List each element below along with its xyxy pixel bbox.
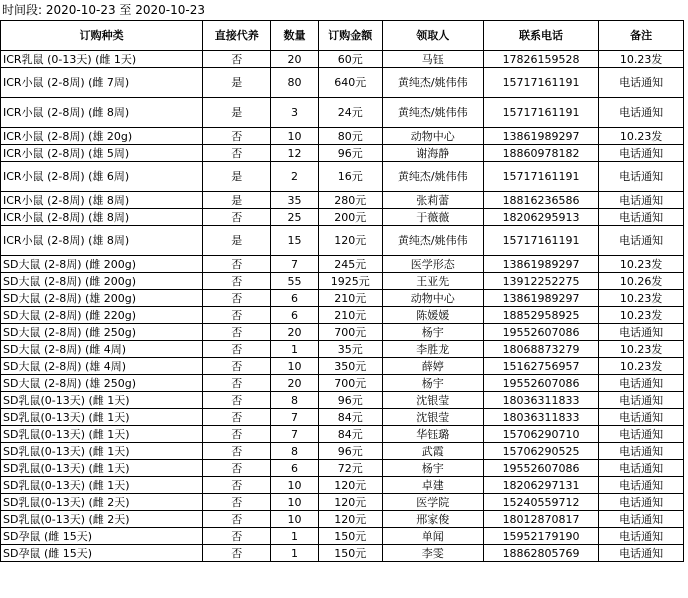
cell-kind: SD乳鼠(0-13天) (雌 1天) xyxy=(1,409,203,426)
cell-kind: ICR小鼠 (2-8周) (雌 8周) xyxy=(1,98,203,128)
cell-receiver: 黄纯杰/姚伟伟 xyxy=(382,68,483,98)
cell-qty: 35 xyxy=(271,192,318,209)
cell-kind: SD大鼠 (2-8周) (雄 200g) xyxy=(1,290,203,307)
cell-direct: 否 xyxy=(203,494,271,511)
cell-direct: 否 xyxy=(203,460,271,477)
cell-amount: 120元 xyxy=(318,494,382,511)
header-direct: 直接代养 xyxy=(203,21,271,51)
cell-direct: 否 xyxy=(203,375,271,392)
cell-receiver: 华钰璐 xyxy=(382,426,483,443)
cell-receiver: 于薇薇 xyxy=(382,209,483,226)
cell-note: 10.23发 xyxy=(599,290,684,307)
cell-note: 电话通知 xyxy=(599,426,684,443)
header-qty: 数量 xyxy=(271,21,318,51)
cell-direct: 否 xyxy=(203,51,271,68)
cell-kind: SD孕鼠 (雌 15天) xyxy=(1,528,203,545)
cell-receiver: 黄纯杰/姚伟伟 xyxy=(382,98,483,128)
cell-receiver: 薛婷 xyxy=(382,358,483,375)
cell-phone: 18816236586 xyxy=(483,192,599,209)
cell-amount: 700元 xyxy=(318,375,382,392)
cell-amount: 24元 xyxy=(318,98,382,128)
cell-phone: 18206295913 xyxy=(483,209,599,226)
cell-amount: 350元 xyxy=(318,358,382,375)
cell-qty: 6 xyxy=(271,460,318,477)
cell-amount: 72元 xyxy=(318,460,382,477)
cell-amount: 96元 xyxy=(318,443,382,460)
cell-qty: 20 xyxy=(271,324,318,341)
cell-receiver: 张莉蕾 xyxy=(382,192,483,209)
cell-kind: SD乳鼠(0-13天) (雌 1天) xyxy=(1,477,203,494)
cell-phone: 15952179190 xyxy=(483,528,599,545)
cell-note: 电话通知 xyxy=(599,460,684,477)
cell-direct: 否 xyxy=(203,409,271,426)
cell-phone: 19552607086 xyxy=(483,375,599,392)
cell-direct: 否 xyxy=(203,145,271,162)
cell-note: 电话通知 xyxy=(599,324,684,341)
cell-qty: 2 xyxy=(271,162,318,192)
table-row xyxy=(1,209,684,226)
cell-note: 电话通知 xyxy=(599,162,684,192)
cell-receiver: 马钰 xyxy=(382,51,483,68)
cell-phone: 17826159528 xyxy=(483,51,599,68)
cell-receiver: 动物中心 xyxy=(382,290,483,307)
cell-qty: 55 xyxy=(271,273,318,290)
cell-qty: 7 xyxy=(271,426,318,443)
table-row xyxy=(1,494,684,511)
cell-note: 电话通知 xyxy=(599,392,684,409)
cell-note: 10.23发 xyxy=(599,341,684,358)
cell-receiver: 邢家俊 xyxy=(382,511,483,528)
cell-direct: 是 xyxy=(203,68,271,98)
cell-qty: 15 xyxy=(271,226,318,256)
cell-note: 10.23发 xyxy=(599,128,684,145)
cell-phone: 13861989297 xyxy=(483,290,599,307)
cell-receiver: 动物中心 xyxy=(382,128,483,145)
cell-qty: 10 xyxy=(271,128,318,145)
header-amount: 订购金额 xyxy=(318,21,382,51)
cell-phone: 15706290710 xyxy=(483,426,599,443)
cell-kind: ICR小鼠 (2-8周) (雌 7周) xyxy=(1,68,203,98)
cell-phone: 15717161191 xyxy=(483,98,599,128)
cell-phone: 13861989297 xyxy=(483,128,599,145)
cell-qty: 6 xyxy=(271,290,318,307)
table-row xyxy=(1,162,684,192)
cell-phone: 18860978182 xyxy=(483,145,599,162)
cell-amount: 84元 xyxy=(318,426,382,443)
cell-kind: SD乳鼠(0-13天) (雌 1天) xyxy=(1,392,203,409)
cell-direct: 否 xyxy=(203,477,271,494)
table-row xyxy=(1,392,684,409)
cell-phone: 18036311833 xyxy=(483,409,599,426)
table-row xyxy=(1,545,684,562)
cell-amount: 96元 xyxy=(318,145,382,162)
date-range-label: 时间段: 2020-10-23 至 2020-10-23 xyxy=(2,3,205,17)
cell-receiver: 李雯 xyxy=(382,545,483,562)
cell-direct: 否 xyxy=(203,545,271,562)
cell-kind: ICR小鼠 (2-8周) (雄 8周) xyxy=(1,209,203,226)
cell-qty: 10 xyxy=(271,511,318,528)
cell-kind: SD大鼠 (2-8周) (雌 200g) xyxy=(1,273,203,290)
cell-receiver: 武霞 xyxy=(382,443,483,460)
table-row xyxy=(1,256,684,273)
cell-amount: 120元 xyxy=(318,511,382,528)
table-row xyxy=(1,307,684,324)
cell-qty: 7 xyxy=(271,409,318,426)
cell-amount: 280元 xyxy=(318,192,382,209)
table-row xyxy=(1,511,684,528)
cell-direct: 是 xyxy=(203,162,271,192)
cell-note: 电话通知 xyxy=(599,528,684,545)
cell-receiver: 单闻 xyxy=(382,528,483,545)
cell-phone: 15717161191 xyxy=(483,226,599,256)
table-row xyxy=(1,324,684,341)
cell-kind: SD大鼠 (2-8周) (雌 250g) xyxy=(1,324,203,341)
cell-qty: 20 xyxy=(271,51,318,68)
cell-note: 电话通知 xyxy=(599,494,684,511)
cell-qty: 12 xyxy=(271,145,318,162)
cell-receiver: 杨宇 xyxy=(382,460,483,477)
cell-amount: 1925元 xyxy=(318,273,382,290)
cell-note: 电话通知 xyxy=(599,226,684,256)
cell-amount: 150元 xyxy=(318,528,382,545)
cell-direct: 是 xyxy=(203,98,271,128)
table-row xyxy=(1,192,684,209)
cell-direct: 否 xyxy=(203,392,271,409)
cell-receiver: 沈银莹 xyxy=(382,392,483,409)
cell-direct: 否 xyxy=(203,290,271,307)
cell-note: 10.23发 xyxy=(599,307,684,324)
cell-qty: 7 xyxy=(271,256,318,273)
header-phone: 联系电话 xyxy=(483,21,599,51)
cell-kind: SD乳鼠(0-13天) (雌 1天) xyxy=(1,460,203,477)
cell-kind: SD大鼠 (2-8周) (雌 4周) xyxy=(1,341,203,358)
cell-phone: 15706290525 xyxy=(483,443,599,460)
cell-phone: 15240559712 xyxy=(483,494,599,511)
cell-amount: 84元 xyxy=(318,409,382,426)
cell-note: 10.23发 xyxy=(599,358,684,375)
cell-amount: 245元 xyxy=(318,256,382,273)
cell-receiver: 谢海静 xyxy=(382,145,483,162)
cell-direct: 否 xyxy=(203,358,271,375)
table-row xyxy=(1,528,684,545)
cell-direct: 否 xyxy=(203,307,271,324)
cell-phone: 18862805769 xyxy=(483,545,599,562)
cell-qty: 1 xyxy=(271,545,318,562)
cell-note: 电话通知 xyxy=(599,443,684,460)
header-kind: 订购种类 xyxy=(1,21,203,51)
cell-note: 电话通知 xyxy=(599,209,684,226)
cell-qty: 20 xyxy=(271,375,318,392)
table-row xyxy=(1,98,684,128)
cell-phone: 19552607086 xyxy=(483,460,599,477)
cell-kind: ICR小鼠 (2-8周) (雄 8周) xyxy=(1,226,203,256)
table-row xyxy=(1,477,684,494)
cell-kind: SD大鼠 (2-8周) (雄 4周) xyxy=(1,358,203,375)
cell-receiver: 杨宇 xyxy=(382,375,483,392)
cell-receiver: 黄纯杰/姚伟伟 xyxy=(382,226,483,256)
cell-phone: 18852958925 xyxy=(483,307,599,324)
cell-note: 10.26发 xyxy=(599,273,684,290)
cell-kind: SD乳鼠(0-13天) (雌 2天) xyxy=(1,494,203,511)
cell-direct: 否 xyxy=(203,511,271,528)
cell-qty: 10 xyxy=(271,494,318,511)
cell-direct: 否 xyxy=(203,128,271,145)
cell-amount: 200元 xyxy=(318,209,382,226)
cell-amount: 150元 xyxy=(318,545,382,562)
cell-phone: 15717161191 xyxy=(483,162,599,192)
cell-note: 电话通知 xyxy=(599,409,684,426)
cell-phone: 18206297131 xyxy=(483,477,599,494)
cell-amount: 120元 xyxy=(318,226,382,256)
cell-note: 电话通知 xyxy=(599,511,684,528)
cell-receiver: 陈媛媛 xyxy=(382,307,483,324)
cell-kind: SD大鼠 (2-8周) (雌 200g) xyxy=(1,256,203,273)
cell-amount: 16元 xyxy=(318,162,382,192)
cell-receiver: 卓建 xyxy=(382,477,483,494)
cell-note: 电话通知 xyxy=(599,375,684,392)
cell-kind: SD乳鼠(0-13天) (雌 1天) xyxy=(1,426,203,443)
table-row xyxy=(1,443,684,460)
cell-receiver: 王亚先 xyxy=(382,273,483,290)
table-row xyxy=(1,409,684,426)
cell-receiver: 沈银莹 xyxy=(382,409,483,426)
cell-kind: ICR小鼠 (2-8周) (雄 6周) xyxy=(1,162,203,192)
table-row xyxy=(1,341,684,358)
cell-amount: 210元 xyxy=(318,307,382,324)
table-row xyxy=(1,128,684,145)
cell-qty: 10 xyxy=(271,358,318,375)
cell-receiver: 医学形态 xyxy=(382,256,483,273)
cell-note: 10.23发 xyxy=(599,51,684,68)
table-row xyxy=(1,358,684,375)
cell-kind: SD乳鼠(0-13天) (雌 1天) xyxy=(1,443,203,460)
cell-qty: 8 xyxy=(271,392,318,409)
cell-direct: 否 xyxy=(203,256,271,273)
cell-amount: 35元 xyxy=(318,341,382,358)
cell-phone: 15162756957 xyxy=(483,358,599,375)
cell-phone: 13912252275 xyxy=(483,273,599,290)
cell-phone: 18012870817 xyxy=(483,511,599,528)
cell-direct: 否 xyxy=(203,528,271,545)
cell-phone: 13861989297 xyxy=(483,256,599,273)
cell-qty: 1 xyxy=(271,341,318,358)
cell-amount: 700元 xyxy=(318,324,382,341)
cell-qty: 3 xyxy=(271,98,318,128)
cell-kind: ICR乳鼠 (0-13天) (雌 1天) xyxy=(1,51,203,68)
table-row xyxy=(1,145,684,162)
cell-direct: 否 xyxy=(203,324,271,341)
table-row xyxy=(1,273,684,290)
cell-amount: 80元 xyxy=(318,128,382,145)
cell-receiver: 杨宇 xyxy=(382,324,483,341)
cell-direct: 否 xyxy=(203,273,271,290)
table-row xyxy=(1,226,684,256)
cell-phone: 18068873279 xyxy=(483,341,599,358)
cell-direct: 否 xyxy=(203,209,271,226)
cell-note: 电话通知 xyxy=(599,68,684,98)
header-receiver: 领取人 xyxy=(382,21,483,51)
cell-kind: SD孕鼠 (雌 15天) xyxy=(1,545,203,562)
cell-phone: 18036311833 xyxy=(483,392,599,409)
table-row xyxy=(1,68,684,98)
table-row xyxy=(1,426,684,443)
cell-note: 电话通知 xyxy=(599,192,684,209)
cell-amount: 640元 xyxy=(318,68,382,98)
cell-note: 电话通知 xyxy=(599,145,684,162)
cell-phone: 15717161191 xyxy=(483,68,599,98)
cell-amount: 210元 xyxy=(318,290,382,307)
cell-note: 电话通知 xyxy=(599,477,684,494)
cell-amount: 60元 xyxy=(318,51,382,68)
cell-kind: ICR小鼠 (2-8周) (雄 5周) xyxy=(1,145,203,162)
cell-qty: 8 xyxy=(271,443,318,460)
cell-qty: 80 xyxy=(271,68,318,98)
cell-kind: SD乳鼠(0-13天) (雌 2天) xyxy=(1,511,203,528)
cell-direct: 是 xyxy=(203,192,271,209)
cell-kind: ICR小鼠 (2-8周) (雄 8周) xyxy=(1,192,203,209)
cell-kind: SD大鼠 (2-8周) (雄 250g) xyxy=(1,375,203,392)
cell-qty: 6 xyxy=(271,307,318,324)
cell-direct: 否 xyxy=(203,426,271,443)
cell-kind: ICR小鼠 (2-8周) (雄 20g) xyxy=(1,128,203,145)
table-row xyxy=(1,375,684,392)
table-row xyxy=(1,460,684,477)
cell-note: 10.23发 xyxy=(599,256,684,273)
cell-amount: 120元 xyxy=(318,477,382,494)
cell-direct: 是 xyxy=(203,226,271,256)
table-row xyxy=(1,51,684,68)
cell-qty: 1 xyxy=(271,528,318,545)
cell-phone: 19552607086 xyxy=(483,324,599,341)
cell-direct: 否 xyxy=(203,341,271,358)
cell-note: 电话通知 xyxy=(599,98,684,128)
cell-receiver: 医学院 xyxy=(382,494,483,511)
table-header-row xyxy=(1,21,684,51)
order-table xyxy=(0,20,684,562)
cell-direct: 否 xyxy=(203,443,271,460)
cell-qty: 25 xyxy=(271,209,318,226)
table-row xyxy=(1,290,684,307)
cell-qty: 10 xyxy=(271,477,318,494)
cell-receiver: 黄纯杰/姚伟伟 xyxy=(382,162,483,192)
cell-amount: 96元 xyxy=(318,392,382,409)
cell-kind: SD大鼠 (2-8周) (雌 220g) xyxy=(1,307,203,324)
cell-note: 电话通知 xyxy=(599,545,684,562)
header-note: 备注 xyxy=(599,21,684,51)
cell-receiver: 李胜龙 xyxy=(382,341,483,358)
